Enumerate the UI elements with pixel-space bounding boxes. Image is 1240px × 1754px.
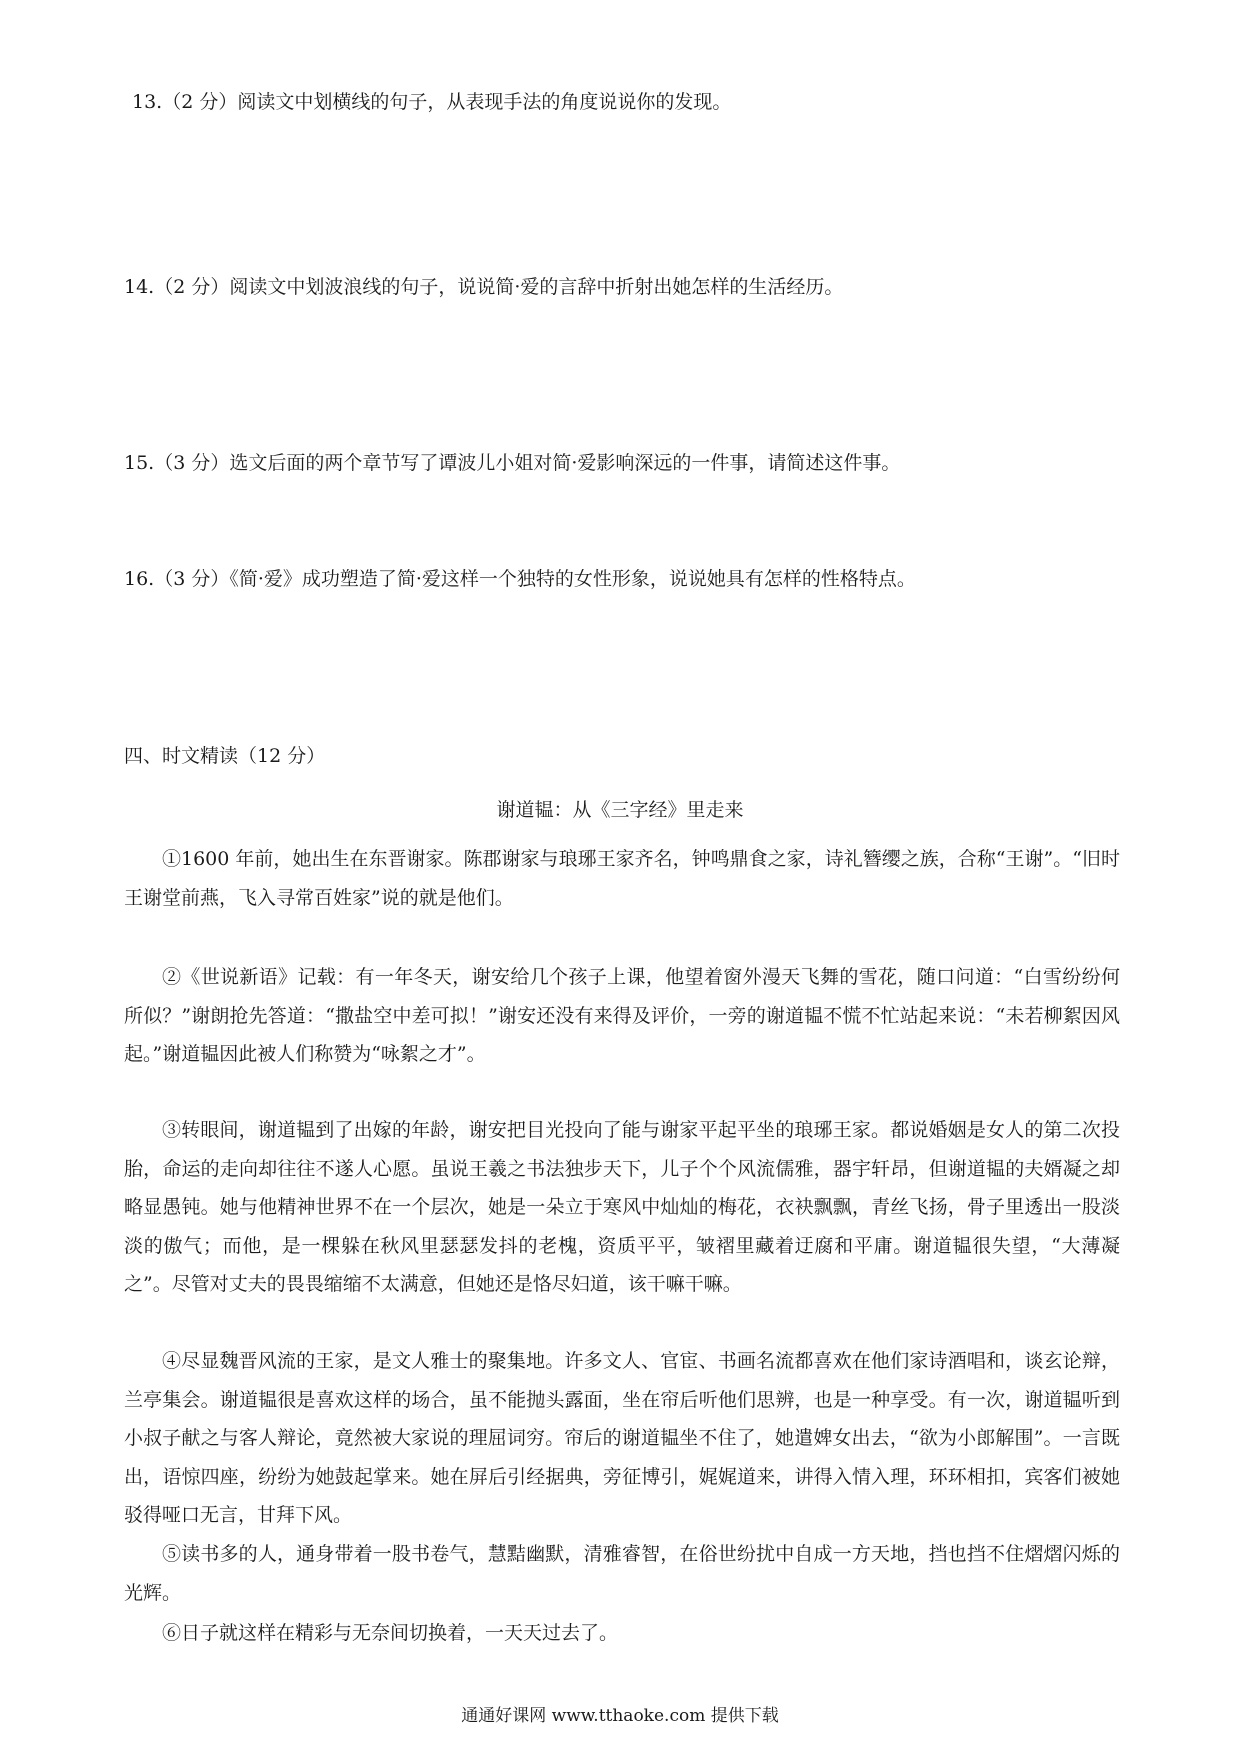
question-16 xyxy=(124,565,916,593)
question-number: 15. xyxy=(124,452,155,474)
question-number: 13. xyxy=(132,91,163,113)
question-15 xyxy=(124,449,900,477)
paragraph-5 xyxy=(124,1535,1120,1612)
paragraph-text: ②《世说新语》记载：有一年冬天，谢安给几个孩子上课，他望着窗外漫天飞舞的雪花，随口问道：“白雪纷纷何所似？”谢朗抢先答道：“撒盐空中差可拟！”谢安还没有来得及评价，一旁的谢道韫不慌不忙站起来说：“未若柳絮因风起。”谢道韫因此被人们称赞为“咏絮之才”。 xyxy=(124,966,1120,1065)
paragraph-text: ③转眼间，谢道韫到了出嫁的年龄，谢安把目光投向了能与谢家平起平坐的琅琊王家。都说婚姻是女人的第二次投胎，命运的走向却往往不遂人心愿。虽说王羲之书法独步天下，儿子个个风流儒雅，器宇轩昂，但谢道韫的夫婿凝之却略显愚钝。她与他精神世界不在一个层次，她是一朵立于寒风中灿灿的梅花，衣袂飘飘，青丝飞扬，骨子里透出一股淡淡的傲气；而他，是一棵躲在秋风里瑟瑟发抖的老槐，资质平平，皱褶里藏着迂腐和平庸。谢道韫很失望，“大薄凝之”。尽管对丈夫的畏畏缩缩不太满意，但她还是恪尽妇道，该干嘛干嘛。 xyxy=(124,1119,1120,1295)
question-text: （3 分）《简·爱》成功塑造了简·爱这样一个独特的女性形象，说说她具有怎样的性格特点。 xyxy=(154,568,916,590)
paragraph-1 xyxy=(124,840,1120,917)
paragraph-text: ④尽显魏晋风流的王家，是文人雅士的聚集地。许多文人、官宦、书画名流都喜欢在他们家诗酒唱和，谈玄论辩，兰亭集会。谢道韫很是喜欢这样的场合，虽不能抛头露面，坐在帘后听他们思辨，也是一种享受。有一次，谢道韫听到小叔子献之与客人辩论，竟然被大家说的理屈词穷。帘后的谢道韫坐不住了，她遣婢女出去，“欲为小郎解围”。一言既出，语惊四座，纷纷为她鼓起掌来。她在屏后引经据典，旁征博引，娓娓道来，讲得入情入理，环环相扣，宾客们被她驳得哑口无言，甘拜下风。 xyxy=(124,1350,1120,1526)
question-14 xyxy=(124,273,843,301)
question-number: 16. xyxy=(124,568,155,590)
question-13 xyxy=(132,88,731,116)
paragraph-text: ⑤读书多的人，通身带着一股书卷气，慧黠幽默，清雅睿智，在俗世纷扰中自成一方天地，挡也挡不住熠熠闪烁的光辉。 xyxy=(124,1543,1120,1604)
paragraph-6 xyxy=(124,1614,1120,1653)
paragraph-4 xyxy=(124,1342,1120,1535)
paragraph-text: ①1600 年前，她出生在东晋谢家。陈郡谢家与琅琊王家齐名，钟鸣鼎食之家，诗礼簪缨之族，合称“王谢”。“旧时王谢堂前燕，飞入寻常百姓家”说的就是他们。 xyxy=(124,848,1120,909)
section-heading: 四、时文精读（12 分） xyxy=(124,745,326,767)
paragraph-2 xyxy=(124,958,1120,1074)
question-text: （2 分）阅读文中划横线的句子，从表现手法的角度说说你的发现。 xyxy=(162,91,732,113)
paragraph-text: ⑥日子就这样在精彩与无奈间切换着，一天天过去了。 xyxy=(162,1622,619,1644)
paragraph-3 xyxy=(124,1111,1120,1304)
question-text: （2 分）阅读文中划波浪线的句子，说说简·爱的言辞中折射出她怎样的生活经历。 xyxy=(154,276,844,298)
question-text: （3 分）选文后面的两个章节写了谭波儿小姐对简·爱影响深远的一件事，请简述这件事。 xyxy=(154,452,901,474)
question-number: 14. xyxy=(124,276,155,298)
article-title: 谢道韫：从《三字经》里走来 xyxy=(496,799,744,821)
page-footer: 通通好课网 www.tthaoke.com 提供下载 xyxy=(461,1706,779,1726)
